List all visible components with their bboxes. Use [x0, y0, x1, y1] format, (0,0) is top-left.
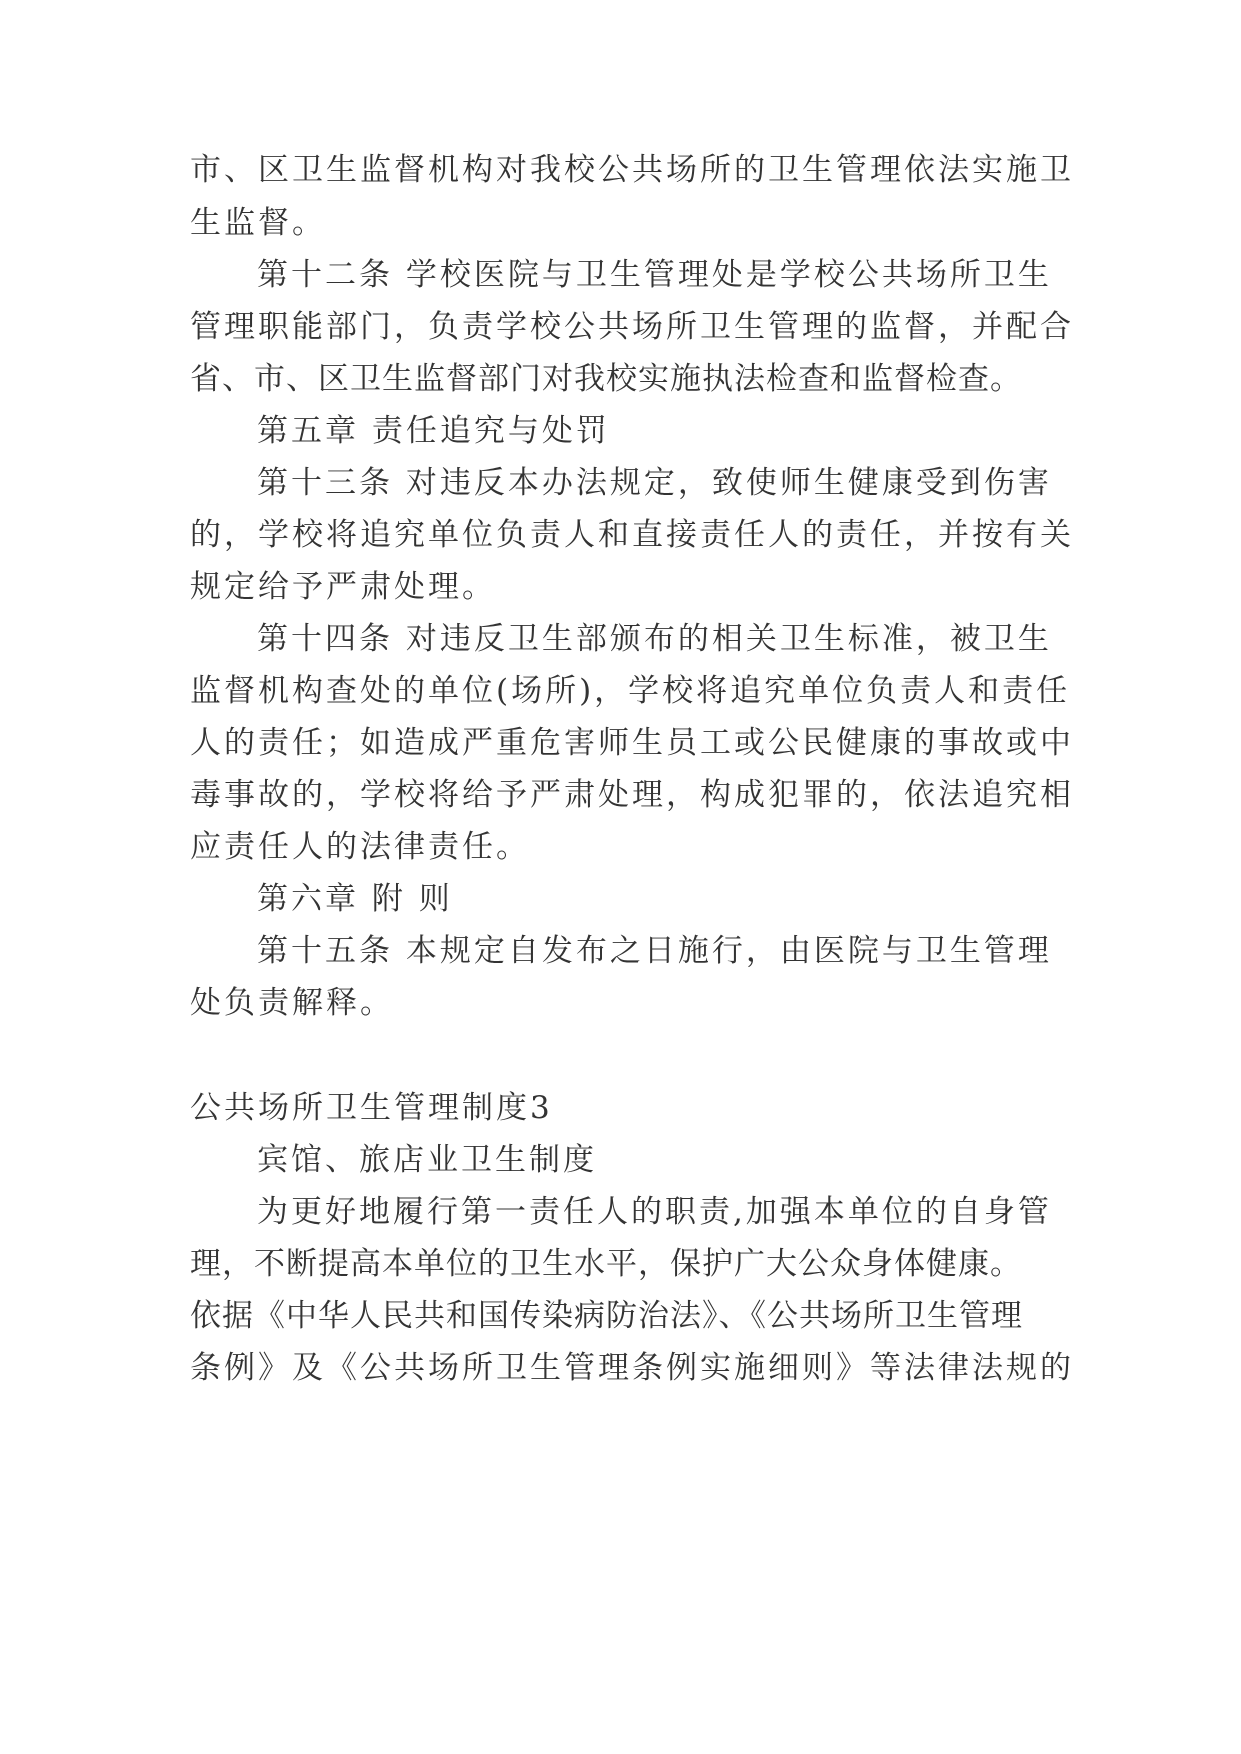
text-line: 人的责任；如造成严重危害师生员工或公民健康的事故或中 — [190, 725, 1074, 761]
text-line: 的，学校将追究单位负责人和直接责任人的责任，并按有关 — [190, 517, 1074, 553]
section-title: 公共场所卫生管理制度3 — [190, 1090, 553, 1126]
text-line: 监督机构查处的单位(场所)，学校将追究单位负责人和责任 — [190, 673, 1071, 709]
text-line: 规定给予严肃处理。 — [190, 569, 496, 605]
text-line: 生监督。 — [190, 205, 326, 241]
text-line: 处负责解释。 — [190, 985, 394, 1021]
text-line: 依据《中华人民共和国传染病防治法》、《公共场所卫生管理 — [190, 1298, 1023, 1334]
article-14-heading: 第十四条 对违反卫生部颁布的相关卫生标准，被卫生 — [257, 621, 1052, 657]
chapter-6-heading: 第六章 附 则 — [257, 881, 453, 917]
text-line: 毒事故的，学校将给予严肃处理，构成犯罪的，依法追究相 — [190, 777, 1074, 813]
article-13-heading: 第十三条 对违反本办法规定，致使师生健康受到伤害 — [257, 465, 1052, 501]
article-12-heading: 第十二条 学校医院与卫生管理处是学校公共场所卫生 — [257, 257, 1052, 293]
text-line: 应责任人的法律责任。 — [190, 829, 530, 865]
chapter-5-heading: 第五章 责任追究与处罚 — [257, 413, 610, 449]
text-line: 为更好地履行第一责任人的职责,加强本单位的自身管 — [257, 1194, 1052, 1230]
text-line: 条例》及《公共场所卫生管理条例实施细则》等法律法规的 — [190, 1350, 1074, 1386]
text-line: 管理职能部门，负责学校公共场所卫生管理的监督，并配合 — [190, 309, 1074, 345]
subsection-title: 宾馆、旅店业卫生制度 — [257, 1142, 597, 1178]
text-line: 理，不断提高本单位的卫生水平，保护广大公众身体健康。 — [190, 1246, 1022, 1282]
text-line: 省、市、区卫生监督部门对我校实施执法检查和监督检查。 — [190, 361, 1022, 397]
article-15-heading: 第十五条 本规定自发布之日施行，由医院与卫生管理 — [257, 933, 1052, 969]
text-line: 市、区卫生监督机构对我校公共场所的卫生管理依法实施卫 — [190, 152, 1074, 188]
